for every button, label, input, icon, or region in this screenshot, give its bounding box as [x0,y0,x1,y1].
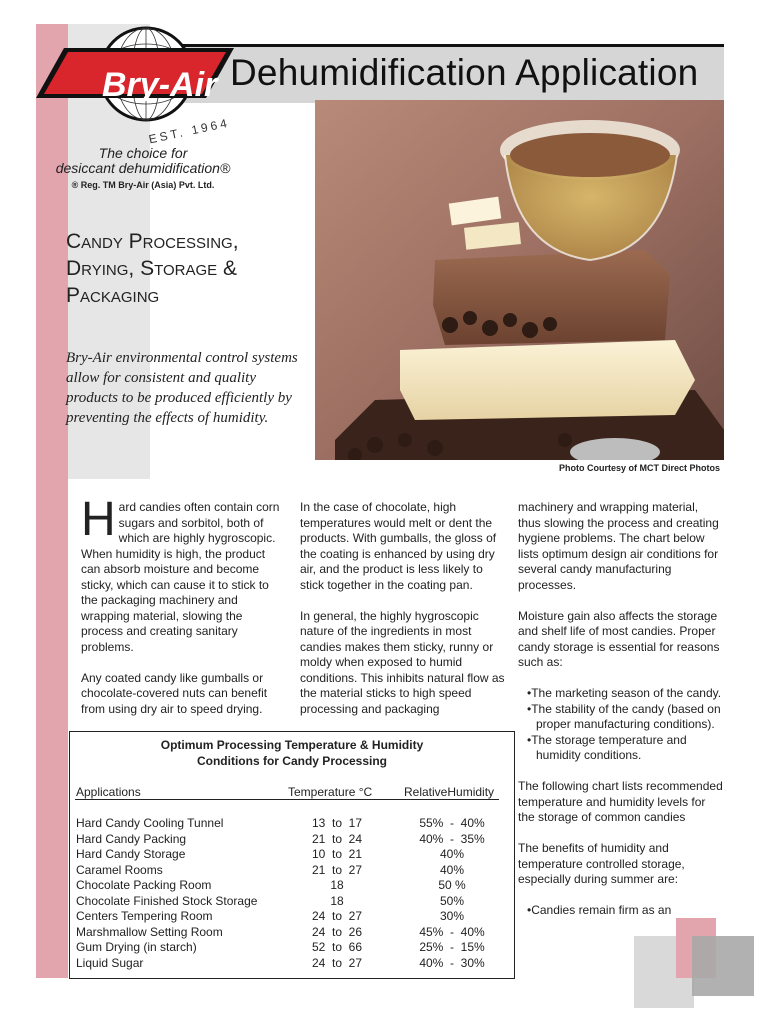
table-row [70,878,514,894]
table-title-line1: Optimum Processing Temperature & Humidity [160,738,424,752]
table-cell-application: Liquid Sugar [76,955,144,970]
bry-air-logo [28,14,238,147]
paragraph: machinery and wrapping material, thus slowing the process and creating hygiene problems. The chart below lists optimum design air conditions for several candy manufacturing processes. [518,500,719,592]
table-cell-humidity: 40% - 35% [419,831,485,846]
table-cell-temperature: 13 to 17 [311,816,363,830]
benefits-list [518,903,723,919]
table-cell-application: Hard Candy Storage [76,847,186,861]
table-cell-application: Marshmallow Setting Room [76,924,223,939]
table-row [70,940,514,956]
table-cell-temperature: 21 to 27 [311,862,363,877]
photo-credit: Photo Courtesy of MCT Direct Photos [558,463,720,473]
page-title: Dehumidification Application [230,52,699,93]
table-row [70,847,514,863]
paragraph: The following chart lists recommended temperature and humidity levels for the storage of common candies [518,779,723,824]
tagline-line1: The choice for [98,145,188,161]
column-header-applications: Applications [76,785,141,799]
table-cell-application: Chocolate Packing Room [76,878,212,892]
body-column-1 [81,493,286,733]
reasons-list [518,686,723,764]
paragraph: Moisture gain also affects the storage and shelf life of most candies. Proper candy storage is essential for reasons such as: [518,608,720,669]
paragraph: Any coated candy like gumballs or chocolate-covered nuts can benefit from using dry air to speed drying. [81,670,268,716]
list-item: •The storage temperature and humidity conditions. [527,732,687,762]
paragraph: The benefits of humidity and temperature controlled storage, especially during summer are: [518,841,685,886]
conditions-table [69,731,515,979]
table-cell-temperature: 10 to 21 [311,847,363,861]
table-row [70,956,514,972]
body-column-2 [300,500,505,733]
table-row [70,909,514,925]
logo-est-year: EST. 1964 [147,115,231,147]
table-cell-humidity: 40% [439,847,465,861]
table-cell-temperature: 24 to 26 [311,924,363,939]
table-cell-humidity: 50 % [438,878,466,892]
table-row [70,863,514,879]
table-cell-application: Centers Tempering Room [76,909,213,923]
table-cell-application: Chocolate Finished Stock Storage [76,893,258,908]
table-cell-temperature: 52 to 66 [311,940,363,954]
decorative-square [692,936,754,996]
table-title [70,738,514,769]
table-cell-humidity: 55% - 40% [419,816,485,830]
table-cell-humidity: 45% - 40% [419,924,485,939]
table-cell-application: Gum Drying (in starch) [76,940,197,954]
section-title: Candy Processing, Drying, Storage & Packaging [66,230,239,307]
table-row [70,894,514,910]
table-row [70,925,514,941]
table-cell-temperature: 24 to 27 [311,909,363,923]
table-cell-application: Hard Candy Packing [76,831,187,846]
table-cell-humidity: 40% [439,862,465,877]
tagline-line2: desiccant dehumidification® [55,160,231,176]
column-header-humidity: RelativeHumidity [404,785,495,799]
intro-text: Bry-Air environmental control systems allow for consistent and quality products to be produced efficiently by preventing the effects of humidity. [66,350,298,426]
list-item: •The stability of the candy (based on proper manufacturing conditions). [527,701,721,731]
table-cell-temperature: 18 [330,878,344,892]
table-cell-temperature: 24 to 27 [311,955,363,970]
table-cell-humidity: 25% - 15% [419,940,485,954]
paragraph: In general, the highly hygroscopic nature of the ingredients in most candies makes them sticky, runny or moldy when exposed to humid conditions. This inhibits natural flow as the material sticks to high speed processing and packaging [300,608,505,716]
table-cell-humidity: 50% [439,893,465,908]
table-cell-application: Hard Candy Cooling Tunnel [76,816,224,830]
table-title-line2: Conditions for Candy Processing [196,753,388,768]
paragraph-text: ard candies often contain corn sugars and sorbitol, both of which are highly hygroscopic. When humidity is high, the product can absorb moisture and become sticky, which can cause it to stick to the packaging machinery and wrapping material, slowing the process and creating sanitary problems. [81,500,280,654]
logo-wordmark: Bry-Air [102,66,218,104]
table-row [70,832,514,848]
tagline-registration: ® Reg. TM Bry-Air (Asia) Pvt. Ltd. [71,180,215,190]
table-cell-humidity: 30% [439,909,465,923]
table-cell-humidity: 40% - 30% [419,955,485,970]
list-item: •Candies remain firm as an [527,903,672,917]
table-cell-application: Caramel Rooms [76,862,163,877]
paragraph: In the case of chocolate, high temperatures would melt or dent the products. With gumballs, the gloss of the coating is enhanced by using dry air, and the product is less likely to stick together in the coating pan. [300,500,497,592]
table-cell-temperature: 21 to 24 [311,831,363,846]
table-cell-temperature: 18 [330,893,344,908]
header-rule [75,799,499,800]
list-item: •The marketing season of the candy. [527,686,722,700]
tagline [36,146,250,193]
paragraph [81,493,286,655]
candy-photo [315,100,724,460]
column-header-temperature: Temperature °C [288,785,373,799]
table-row [70,816,514,832]
body-column-3 [518,500,723,934]
drop-cap: H [81,493,116,546]
